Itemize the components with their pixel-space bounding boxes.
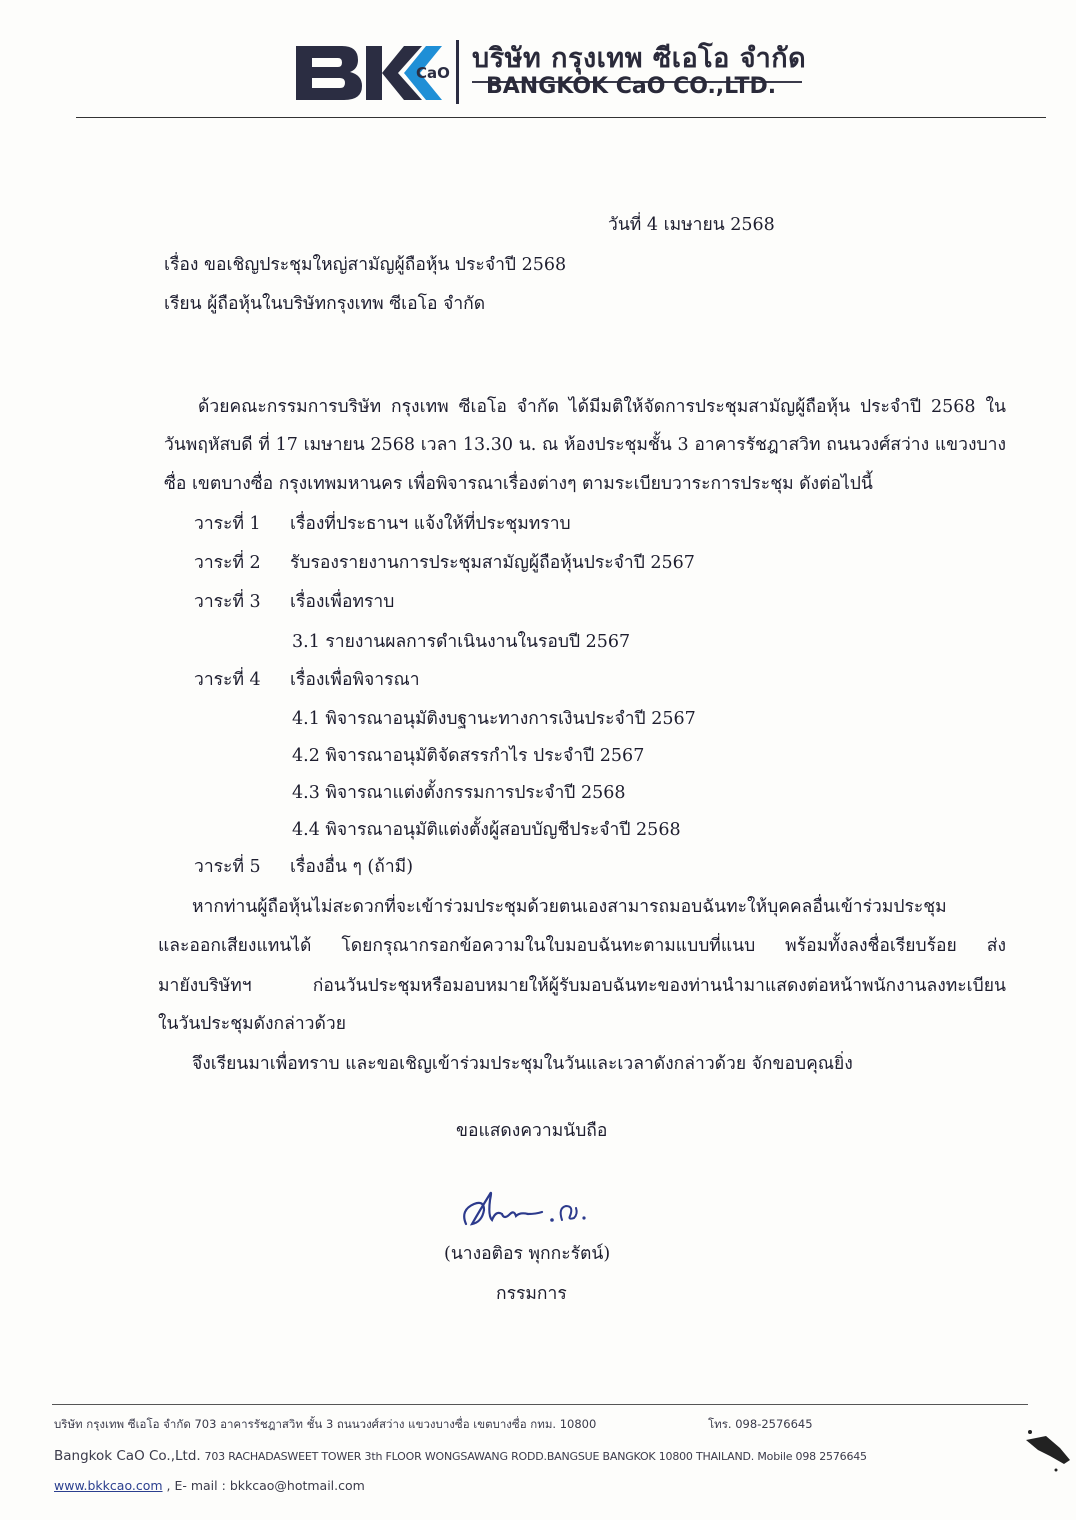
header-divider bbox=[76, 117, 1046, 118]
intro-line: ด้วยคณะกรรมการบริษัท กรุงเทพ ซีเอโอ จำกัด ได้มีมติให้จัดการประชุมสามัญผู้ถือหุ้น ประจำปี 2568 ใน bbox=[198, 397, 1006, 417]
letter-recipient: เรียน ผู้ถือหุ้นในบริษัทกรุงเทพ ซีเอโอ จำกัด bbox=[164, 294, 486, 314]
email-address: bkkcao@hotmail.com bbox=[229, 1478, 365, 1493]
footer-address-en: 703 RACHADASWEET TOWER 3th FLOOR WONGSAWANG RODD.BANGSUE BANGKOK 10800 THAILAND. Mobile 098 2576645 bbox=[204, 1450, 867, 1463]
agenda-text: เรื่องอื่น ๆ (ถ้ามี) bbox=[290, 857, 414, 877]
agenda-text: เรื่องเพื่อทราบ bbox=[290, 592, 395, 612]
intro-line: วันพฤหัสบดี ที่ 17 เมษายน 2568 เวลา 13.30 น. ณ ห้องประชุมชั้น 3 อาคารรัชฎาสวิท ถนนวงศ์สว่าง แขวงบาง bbox=[164, 435, 1006, 455]
footer-address-th-row bbox=[54, 1416, 813, 1434]
proxy-line: หากท่านผู้ถือหุ้นไม่สะดวกที่จะเข้าร่วมประชุมด้วยตนเองสามารถมอบฉันทะให้บุคคลอื่นเข้าร่วมประชุม bbox=[192, 897, 947, 917]
website-link[interactable]: www.bkkcao.com bbox=[54, 1478, 163, 1493]
scan-speck bbox=[1016, 1420, 1076, 1480]
footer-contact-row bbox=[54, 1478, 365, 1493]
agenda-label: วาระที่ 3 bbox=[194, 592, 261, 612]
company-name-en: BANGKOK CaO CO.,LTD. bbox=[486, 74, 777, 99]
agenda-label: วาระที่ 2 bbox=[194, 553, 261, 573]
footer-company-en: Bangkok CaO Co.,Ltd. bbox=[54, 1448, 201, 1464]
logo-sub-text: CaO bbox=[416, 64, 450, 82]
letter-subject: เรื่อง ขอเชิญประชุมใหญ่สามัญผู้ถือหุ้น ประจำปี 2568 bbox=[164, 255, 567, 275]
proxy-line: มายังบริษัทฯ ก่อนวันประชุมหรือมอบหมายให้ผู้รับมอบฉันทะของท่านนำมาแสดงต่อหน้าพนักงานลงทะเบียน bbox=[158, 976, 1006, 996]
agenda-sub-item: 4.1 พิจารณาอนุมัติงบฐานะทางการเงินประจำปี 2567 bbox=[292, 709, 696, 729]
intro-line: ซื่อ เขตบางซื่อ กรุงเทพมหานคร เพื่อพิจารณาเรื่องต่างๆ ตามระเบียบวาระการประชุม ดังต่อไปนี้ bbox=[164, 474, 873, 494]
handwritten-signature bbox=[458, 1180, 608, 1240]
company-name-th: บริษัท กรุงเทพ ซีเอโอ จำกัด bbox=[472, 36, 802, 83]
agenda-sub-item: 4.3 พิจารณาแต่งตั้งกรรมการประจำปี 2568 bbox=[292, 783, 626, 803]
regards: ขอแสดงความนับถือ bbox=[456, 1121, 608, 1141]
footer-divider bbox=[52, 1404, 1028, 1405]
signer-title: กรรมการ bbox=[496, 1284, 567, 1304]
company-logo bbox=[292, 36, 812, 106]
agenda-label: วาระที่ 4 bbox=[194, 670, 261, 690]
agenda-sub-item: 4.2 พิจารณาอนุมัติจัดสรรกำไร ประจำปี 2567 bbox=[292, 746, 645, 766]
agenda-text: เรื่องที่ประธานฯ แจ้งให้ที่ประชุมทราบ bbox=[290, 514, 571, 534]
agenda-label: วาระที่ 5 bbox=[194, 857, 261, 877]
signer-name: (นางอติอร พุกกะรัตน์) bbox=[444, 1244, 611, 1264]
proxy-line: และออกเสียงแทนได้ โดยกรุณากรอกข้อความในใบมอบฉันทะตามแบบที่แนบ พร้อมทั้งลงชื่อเรียบร้อย ส่ง bbox=[158, 936, 1006, 956]
logo-divider bbox=[456, 40, 460, 104]
letter-date: วันที่ 4 เมษายน 2568 bbox=[608, 215, 775, 235]
agenda-sub-item: 4.4 พิจารณาอนุมัติแต่งตั้งผู้สอบบัญชีประจำปี 2568 bbox=[292, 820, 681, 840]
agenda-label: วาระที่ 1 bbox=[194, 514, 261, 534]
proxy-line: ในวันประชุมดังกล่าวด้วย bbox=[158, 1014, 346, 1034]
agenda-text: เรื่องเพื่อพิจารณา bbox=[290, 670, 420, 690]
footer-address-en-row bbox=[54, 1448, 867, 1464]
agenda-sub-item: 3.1 รายงานผลการดำเนินงานในรอบปี 2567 bbox=[292, 632, 631, 652]
footer-address-th: บริษัท กรุงเทพ ซีเอโอ จำกัด 703 อาคารรัชฎาสวิท ชั้น 3 ถนนวงศ์สว่าง แขวงบางซื่อ เขตบางซื่อ กทม. 10800 bbox=[54, 1417, 597, 1431]
agenda-text: รับรองรายงานการประชุมสามัญผู้ถือหุ้นประจำปี 2567 bbox=[290, 553, 695, 573]
footer-phone-th: โทร. 098-2576645 bbox=[708, 1417, 813, 1431]
closing-line: จึงเรียนมาเพื่อทราบ และขอเชิญเข้าร่วมประชุมในวันและเวลาดังกล่าวด้วย จักขอบคุณยิ่ง bbox=[192, 1054, 853, 1074]
email-label: , E- mail : bbox=[162, 1478, 226, 1493]
